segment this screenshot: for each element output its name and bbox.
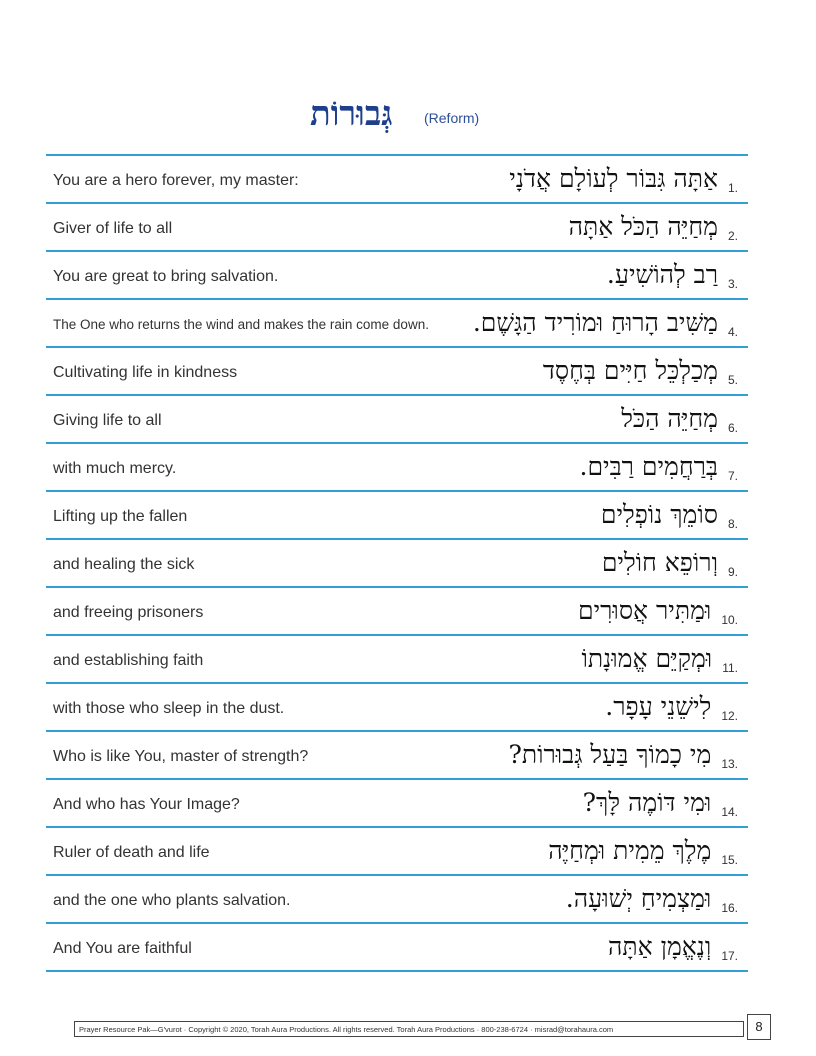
table-row bbox=[46, 154, 748, 202]
hebrew-line bbox=[605, 684, 738, 730]
hebrew-line bbox=[509, 156, 738, 202]
line-number: 8. bbox=[727, 517, 738, 531]
english-translation: Giving life to all bbox=[53, 412, 162, 429]
english-translation: and establishing faith bbox=[53, 652, 204, 669]
line-number: 13. bbox=[721, 757, 738, 771]
page-number: 8 bbox=[747, 1014, 771, 1040]
hebrew-line bbox=[580, 444, 739, 490]
line-number: 14. bbox=[721, 805, 738, 819]
hebrew-line bbox=[569, 204, 738, 250]
hebrew-text: וּמַתִּיר אֲסוּרִים bbox=[578, 596, 712, 625]
table-row bbox=[46, 394, 748, 442]
line-number: 5. bbox=[727, 373, 738, 387]
line-number: 9. bbox=[727, 565, 738, 579]
line-number: 17. bbox=[721, 949, 738, 963]
hebrew-line bbox=[508, 732, 738, 778]
hebrew-text: בְּרַחֲמִים רַבִּים. bbox=[579, 452, 718, 481]
table-row bbox=[46, 778, 748, 826]
hebrew-text: וְנֶאֱמָן אַתָּה bbox=[608, 932, 712, 961]
page-header bbox=[0, 92, 816, 142]
line-number: 11. bbox=[722, 661, 738, 675]
english-translation: and the one who plants salvation. bbox=[53, 892, 291, 909]
line-number: 7. bbox=[727, 469, 738, 483]
table-row bbox=[46, 202, 748, 250]
hebrew-text: רַב לְהוֹשִׁיעַ. bbox=[606, 260, 718, 289]
line-number: 15. bbox=[721, 853, 738, 867]
line-number: 16. bbox=[721, 901, 738, 915]
english-translation: Lifting up the fallen bbox=[53, 508, 188, 525]
hebrew-line bbox=[473, 300, 738, 346]
english-translation: Giver of life to all bbox=[53, 220, 173, 237]
hebrew-line bbox=[583, 780, 738, 826]
hebrew-text: מִי כָמוֹךָ בַּעַל גְּבוּרוֹת? bbox=[508, 740, 712, 769]
hebrew-text: מַשִּׁיב הָרוּחַ וּמוֹרִיד הַגָּשֶׁם. bbox=[472, 308, 718, 337]
english-translation: with much mercy. bbox=[53, 460, 177, 477]
table-row bbox=[46, 730, 748, 778]
line-number: 10. bbox=[721, 613, 738, 627]
table-row bbox=[46, 682, 748, 730]
english-translation: And You are faithful bbox=[53, 940, 192, 957]
english-translation: Who is like You, master of strength? bbox=[53, 748, 309, 765]
footer: Prayer Resource Pak—G'vurot · Copyright © 2020, Torah Aura Productions. All rights reserved. Torah Aura Productions · 800-238-6724 · misrad@torahaura.com bbox=[74, 1021, 744, 1037]
english-translation: and healing the sick bbox=[53, 556, 195, 573]
table-row bbox=[46, 490, 748, 538]
hebrew-text: וְרוֹפֵא חוֹלִים bbox=[601, 548, 718, 577]
hebrew-line bbox=[566, 876, 738, 922]
hebrew-text: וּמִי דּוֹמֶה לָּךְ? bbox=[582, 788, 712, 817]
table-row bbox=[46, 298, 748, 346]
hebrew-line bbox=[578, 588, 738, 634]
hebrew-text: סוֹמֵךְ נוֹפְלִים bbox=[600, 500, 718, 529]
table-row bbox=[46, 538, 748, 586]
hebrew-text: מְכַלְכֵּל חַיִּים בְּחֶסֶד bbox=[542, 356, 718, 385]
table-row bbox=[46, 874, 748, 922]
english-translation: Cultivating life in kindness bbox=[53, 364, 238, 381]
line-number: 3. bbox=[727, 277, 738, 291]
hebrew-text: וּמַצְמִיחַ יְשׁוּעָה. bbox=[565, 884, 712, 913]
prayer-table bbox=[46, 154, 748, 972]
table-row bbox=[46, 826, 748, 874]
english-translation: You are a hero forever, my master: bbox=[53, 172, 299, 189]
hebrew-line bbox=[543, 348, 738, 394]
english-translation: Ruler of death and life bbox=[53, 844, 210, 861]
table-row bbox=[46, 922, 748, 972]
table-row bbox=[46, 442, 748, 490]
line-number: 12. bbox=[721, 709, 738, 723]
hebrew-text: מְחַיֵּה הַכֹּל אַתָּה bbox=[568, 212, 718, 241]
hebrew-line bbox=[601, 492, 738, 538]
english-translation: You are great to bring salvation. bbox=[53, 268, 279, 285]
line-number: 2. bbox=[727, 229, 738, 243]
table-row bbox=[46, 634, 748, 682]
english-translation: The One who returns the wind and makes the rain come down. bbox=[53, 317, 429, 332]
hebrew-text: לִישֵׁנֵי עָפָר. bbox=[605, 692, 712, 721]
line-number: 6. bbox=[727, 421, 738, 435]
hebrew-text: מְחַיֵּה הַכֹּל bbox=[621, 404, 718, 433]
table-row bbox=[46, 586, 748, 634]
hebrew-text: אַתָּה גִּבּוֹר לְעוֹלָם אֲדֹנָי bbox=[509, 164, 718, 193]
hebrew-line bbox=[602, 540, 738, 586]
english-translation: with those who sleep in the dust. bbox=[53, 700, 285, 717]
hebrew-text: מֶלֶךְ מֵמִית וּמְחַיֶּה bbox=[548, 836, 712, 865]
line-number: 4. bbox=[727, 325, 738, 339]
table-row bbox=[46, 250, 748, 298]
english-translation: and freeing prisoners bbox=[53, 604, 204, 621]
line-number: 1. bbox=[727, 181, 738, 195]
hebrew-line bbox=[608, 924, 738, 970]
hebrew-text: וּמְקַיֵּם אֱמוּנָתוֹ bbox=[581, 644, 713, 673]
table-row bbox=[46, 346, 748, 394]
hebrew-line bbox=[582, 636, 739, 682]
page-title: גְּבוּרוֹת bbox=[310, 94, 393, 134]
english-translation: And who has Your Image? bbox=[53, 796, 240, 813]
hebrew-line bbox=[607, 252, 738, 298]
hebrew-line bbox=[548, 828, 738, 874]
hebrew-line bbox=[621, 396, 738, 442]
title-tag: (Reform) bbox=[424, 110, 480, 126]
